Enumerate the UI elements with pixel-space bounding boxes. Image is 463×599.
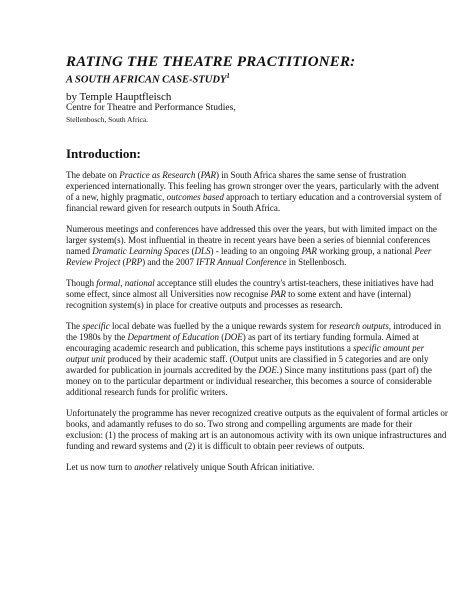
text-run: ) Since many institutions pass (part of) the money on to the particular department or individual researcher, this becomes a source of considerable additional research funds for prolific writers. bbox=[66, 365, 432, 397]
text-run: DOE. bbox=[258, 365, 280, 375]
text-run: to some extent and have (internal) recognition system(s) in place for creative outputs and processes as research. bbox=[66, 289, 411, 310]
text-run: ( bbox=[120, 257, 126, 267]
text-run: PAR bbox=[301, 246, 317, 256]
text-run: ( bbox=[195, 170, 201, 180]
paragraph-2 bbox=[66, 224, 448, 268]
text-run: approach to tertiary education and a controversial system of financial reward given for research outputs in South Africa. bbox=[66, 192, 442, 213]
text-run: ) - leading to an ongoing bbox=[210, 246, 302, 256]
text-run: Department of Education bbox=[127, 332, 219, 342]
text-run: specific amount per output unit bbox=[66, 343, 425, 364]
paragraph-4 bbox=[66, 321, 448, 398]
author-line: by Temple Hauptfleisch bbox=[66, 91, 172, 103]
location-line: Stellenbosch, South Africa. bbox=[66, 115, 149, 124]
section-heading: Introduction: bbox=[66, 146, 141, 161]
text-run: Though bbox=[66, 278, 97, 288]
text-run: Dramatic Learning Spaces bbox=[92, 246, 190, 256]
text-run: The bbox=[66, 321, 83, 331]
text-run: acceptance still eludes the country's artist-teachers, these initiatives have had some effect, since almost all Universities now recognise bbox=[66, 278, 434, 299]
text-run: ( bbox=[189, 246, 195, 256]
text-run: another bbox=[134, 462, 163, 472]
paragraph-1 bbox=[66, 170, 448, 214]
text-run: produced by their academic staff. (Output units are classified in 5 categories and are only awarded for publication in journals accredited by the bbox=[66, 354, 429, 375]
affiliation-line: Centre for Theatre and Performance Studies, bbox=[66, 103, 236, 113]
text-run: outcomes based bbox=[166, 192, 224, 202]
text-run: Peer Review Project bbox=[66, 246, 432, 267]
text-run: ) and the 2007 bbox=[142, 257, 197, 267]
text-run: PAR bbox=[200, 170, 216, 180]
text-run: specific bbox=[82, 321, 110, 331]
text-run: local debate was fuelled by the a unique rewards system for bbox=[109, 321, 330, 331]
text-run: Practice as Research bbox=[119, 170, 196, 180]
text-run: DOE bbox=[224, 332, 243, 342]
text-run: PRP bbox=[125, 257, 143, 267]
paper-subtitle bbox=[66, 70, 446, 87]
text-run: DLS bbox=[194, 246, 211, 256]
text-run: ( bbox=[219, 332, 225, 342]
text-run: Numerous meetings and conferences have addressed this over the years, but with limited impact on the larger system(s). Most influential in theatre in recent years have been a series of biennial conferences named bbox=[66, 224, 437, 256]
body-text bbox=[66, 170, 448, 473]
text-run: working group, a national bbox=[316, 246, 415, 256]
text-run: in Stellenbosch. bbox=[286, 257, 347, 267]
paragraph-5: Unfortunately the programme has never recognized creative outputs as the equivalent of formal articles or books, and adamantly refuses to do so. Two strong and compelling arguments are made for their exclusion: (1) the process of making art is an autonomous activity with its own unique infrastructures and funding and reward systems and (2) it is difficult to obtain peer reviews of outputs. bbox=[66, 408, 448, 451]
paragraph-6 bbox=[66, 462, 448, 473]
paragraph-3 bbox=[66, 278, 448, 311]
text-run: introduced in the 1980s by the bbox=[66, 321, 442, 342]
text-run: PAR bbox=[270, 289, 286, 299]
text-run: IFTR Annual Conference bbox=[196, 257, 287, 267]
text-run: ) in South Africa shares the same sense of frustration experienced internationally. This feeling has grown stronger over the years, particularly with the advent of a new, highly pragmatic, bbox=[66, 170, 439, 202]
text-run: ) as part of its tertiary funding formula. Aimed at encouraging academic research and publication, this scheme pays institutions a bbox=[66, 332, 419, 353]
footnote-marker: 1 bbox=[226, 72, 230, 80]
paper-title: RATING THE THEATRE PRACTITIONER: bbox=[66, 54, 356, 70]
text-run: formal, national bbox=[96, 278, 155, 288]
subtitle-text: A SOUTH AFRICAN CASE-STUDY bbox=[66, 74, 227, 86]
text-run: relatively unique South African initiative. bbox=[162, 462, 315, 472]
text-run: research outputs, bbox=[329, 321, 392, 331]
text-run: The debate on bbox=[66, 170, 120, 180]
text-run: Let us now turn to bbox=[66, 462, 135, 472]
